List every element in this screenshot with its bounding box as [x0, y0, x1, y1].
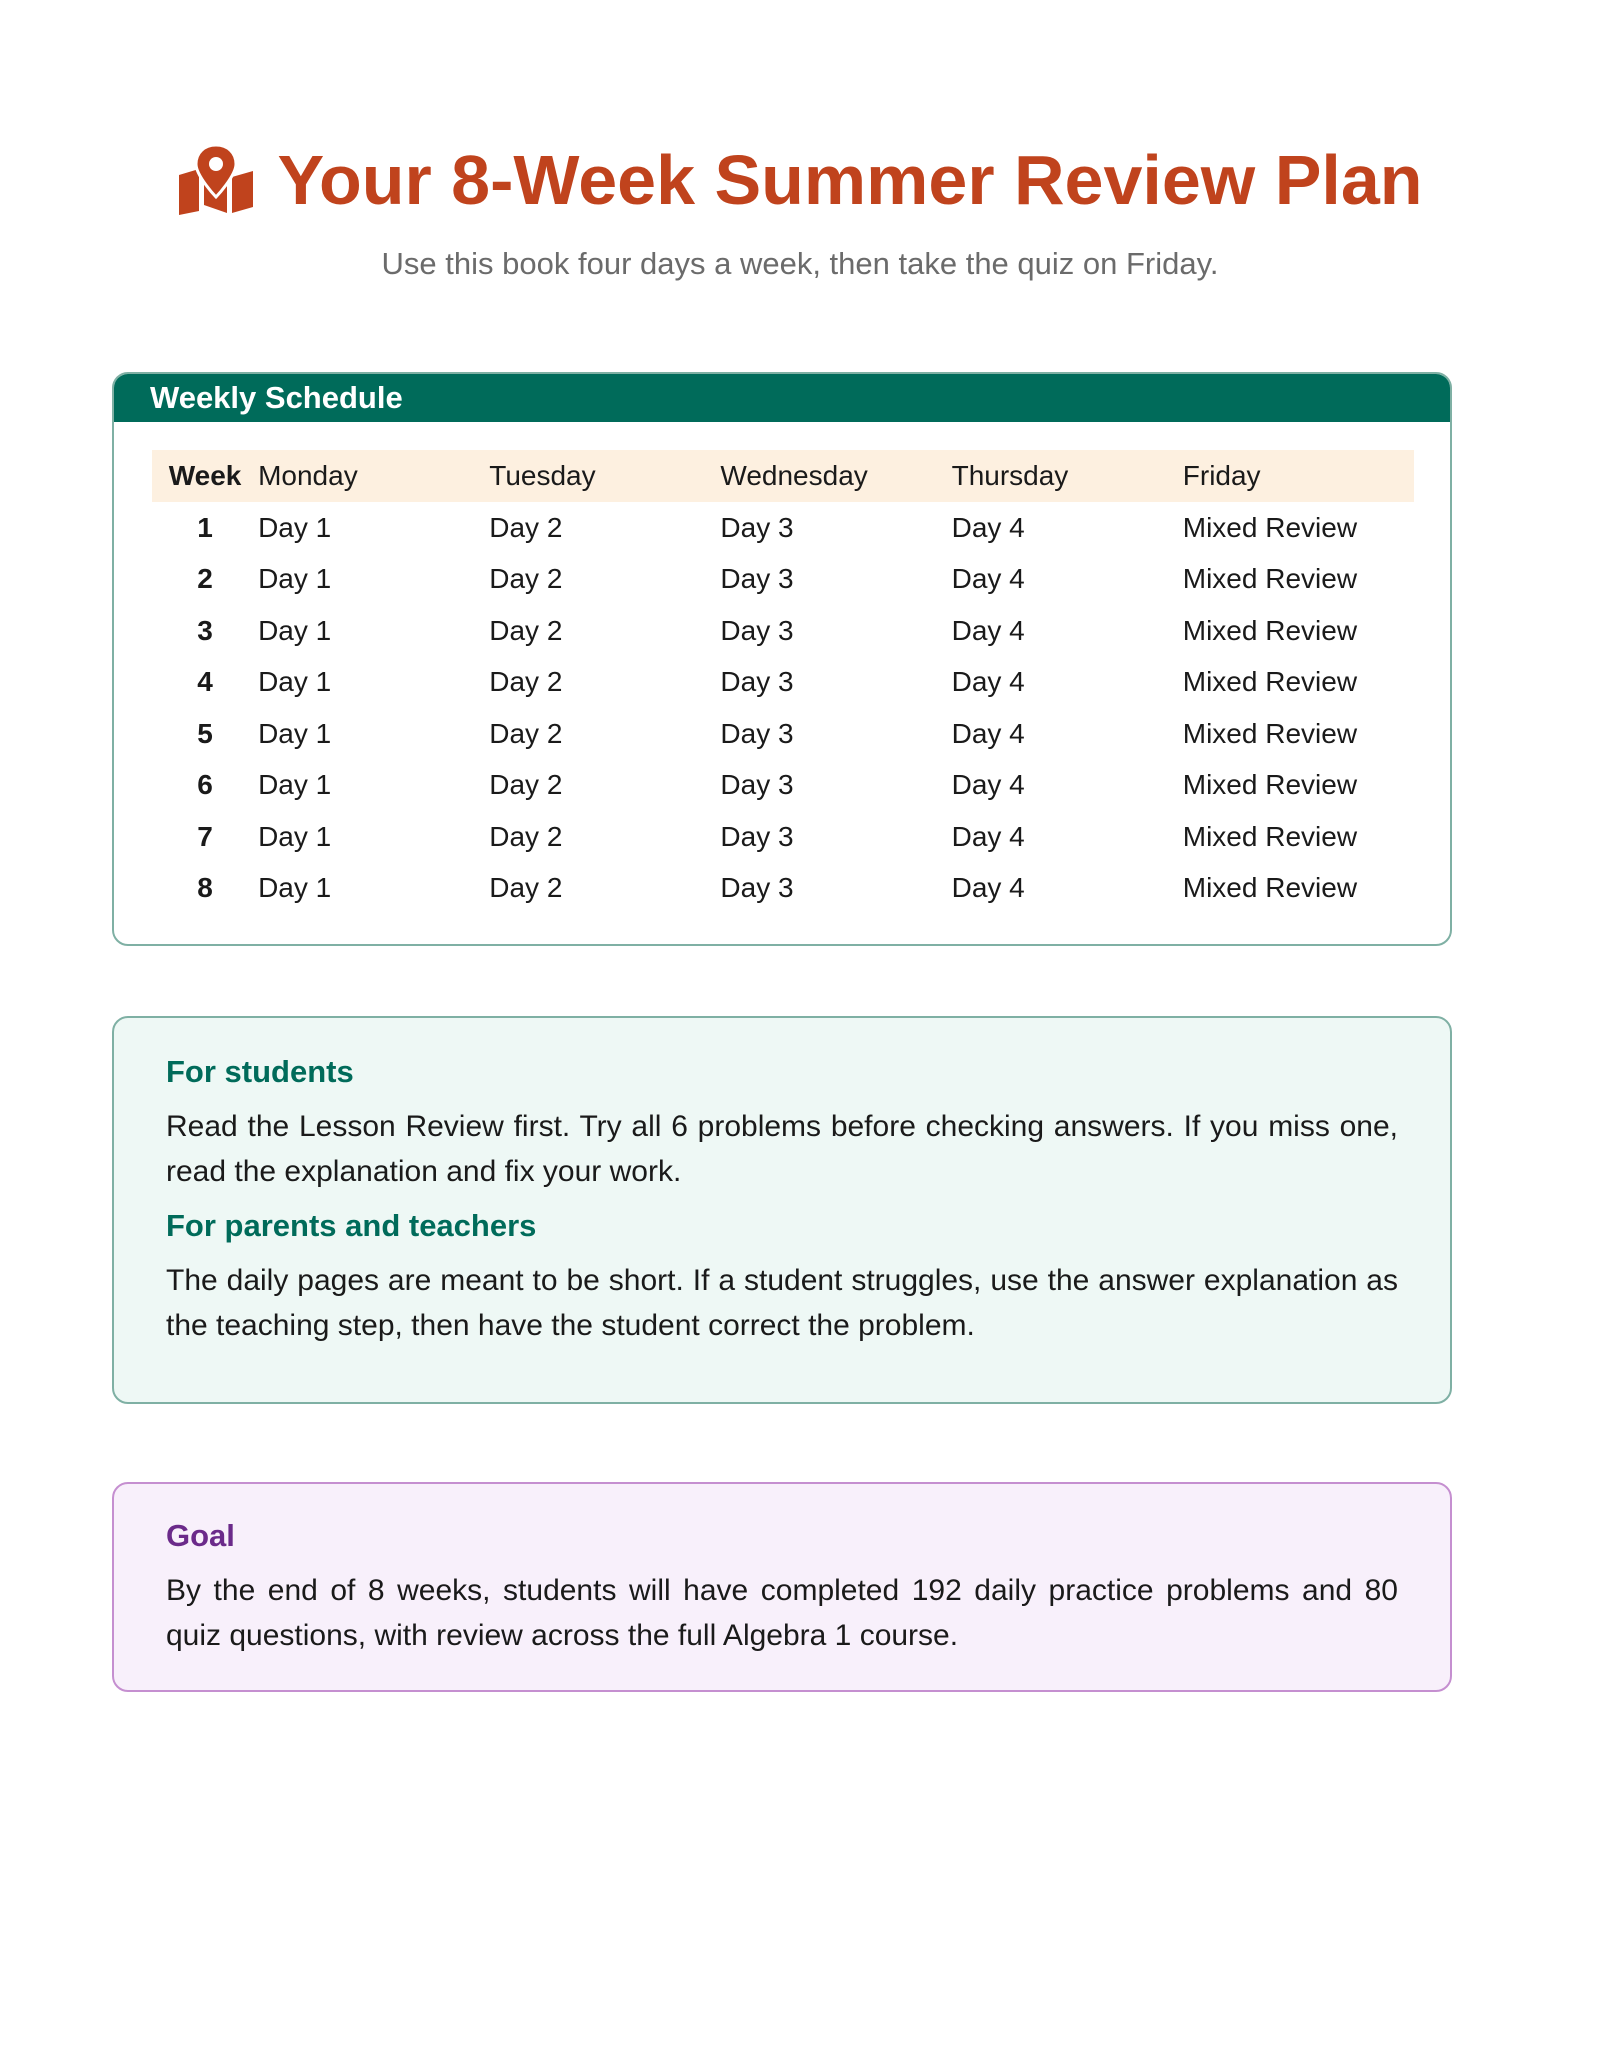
goal-box: [112, 1482, 1452, 1692]
schedule-cell: Day 3: [720, 666, 794, 698]
week-number-cell: 5: [197, 717, 213, 749]
schedule-cell: Day 3: [720, 872, 794, 904]
page-title: Your 8-Week Summer Review Plan: [277, 141, 1423, 219]
schedule-cell: Day 4: [951, 769, 1025, 801]
students-text: Read the Lesson Review first. Try all 6 problems before checking answers. If you miss one, read the explanation and fix your work.: [166, 1110, 1398, 1188]
schedule-cell: Day 3: [720, 614, 794, 646]
weekly-schedule-card: [112, 372, 1452, 946]
schedule-cell: Mixed Review: [1182, 717, 1358, 749]
schedule-cell: Mixed Review: [1182, 614, 1358, 646]
table-row: [152, 502, 1414, 554]
schedule-cell: Day 3: [720, 820, 794, 852]
schedule-cell: Day 2: [489, 614, 563, 646]
table-row: [152, 811, 1414, 863]
schedule-cell: Day 2: [489, 666, 563, 698]
table-row: [152, 605, 1414, 657]
schedule-table: [152, 450, 1414, 914]
schedule-cell: Day 4: [951, 717, 1025, 749]
schedule-cell: Day 2: [489, 820, 563, 852]
schedule-cell: Day 1: [258, 666, 332, 698]
table-row: [152, 554, 1414, 606]
schedule-cell: Day 2: [489, 769, 563, 801]
week-number-cell: 3: [197, 614, 213, 646]
week-number-cell: 6: [197, 769, 213, 801]
schedule-cell: Mixed Review: [1182, 769, 1358, 801]
schedule-cell: Day 4: [951, 872, 1025, 904]
schedule-cell: Day 4: [951, 563, 1025, 595]
week-number-cell: 4: [197, 666, 213, 698]
schedule-cell: Day 1: [258, 820, 332, 852]
students-heading: For students: [166, 1054, 354, 1089]
week-number-cell: 8: [197, 872, 213, 904]
schedule-cell: Day 1: [258, 872, 332, 904]
column-header-week: Week: [152, 450, 258, 502]
schedule-cell: Day 1: [258, 563, 332, 595]
schedule-cell: Day 2: [489, 563, 563, 595]
title-row: [0, 140, 1600, 220]
table-header-row: [152, 450, 1414, 502]
table-row: [152, 708, 1414, 760]
map-location-icon: [177, 145, 255, 215]
schedule-cell: Day 3: [720, 511, 794, 543]
week-number-cell: 1: [197, 511, 213, 543]
column-header-friday: Friday: [1183, 450, 1414, 502]
week-number-cell: 7: [197, 820, 213, 852]
schedule-cell: Day 1: [258, 511, 332, 543]
schedule-cell: Mixed Review: [1182, 872, 1358, 904]
column-header-thursday: Thursday: [952, 450, 1183, 502]
column-header-tuesday: Tuesday: [489, 450, 720, 502]
schedule-cell: Day 4: [951, 614, 1025, 646]
column-header-monday: Monday: [258, 450, 489, 502]
page-header: [0, 140, 1600, 282]
schedule-rows: [152, 502, 1414, 914]
schedule-cell: Day 2: [489, 511, 563, 543]
schedule-heading: Weekly Schedule: [114, 374, 1450, 422]
schedule-cell: Day 3: [720, 717, 794, 749]
parents-heading: For parents and teachers: [166, 1208, 537, 1243]
column-header-wednesday: Wednesday: [720, 450, 951, 502]
goal-heading: Goal: [166, 1518, 235, 1553]
schedule-cell: Day 4: [951, 820, 1025, 852]
schedule-cell: Day 4: [951, 666, 1025, 698]
schedule-cell: Mixed Review: [1182, 820, 1358, 852]
schedule-cell: Mixed Review: [1182, 511, 1358, 543]
parents-text: The daily pages are meant to be short. If a student struggles, use the answer explanation as the teaching step, then have the student correct the problem.: [166, 1264, 1398, 1342]
page-subtitle: Use this book four days a week, then take the quiz on Friday.: [381, 246, 1219, 281]
schedule-cell: Day 1: [258, 769, 332, 801]
guidance-box: [112, 1016, 1452, 1404]
goal-text: By the end of 8 weeks, students will have completed 192 daily practice problems and 80 quiz questions, with review across the full Algebra 1 course.: [166, 1574, 1398, 1652]
schedule-cell: Day 2: [489, 872, 563, 904]
schedule-cell: Day 3: [720, 769, 794, 801]
week-number-cell: 2: [197, 563, 213, 595]
schedule-cell: Day 1: [258, 717, 332, 749]
table-row: [152, 760, 1414, 812]
schedule-cell: Day 3: [720, 563, 794, 595]
schedule-cell: Day 2: [489, 717, 563, 749]
table-row: [152, 657, 1414, 709]
table-row: [152, 863, 1414, 915]
schedule-cell: Day 1: [258, 614, 332, 646]
schedule-cell: Day 4: [951, 511, 1025, 543]
schedule-cell: Mixed Review: [1182, 666, 1358, 698]
schedule-cell: Mixed Review: [1182, 563, 1358, 595]
